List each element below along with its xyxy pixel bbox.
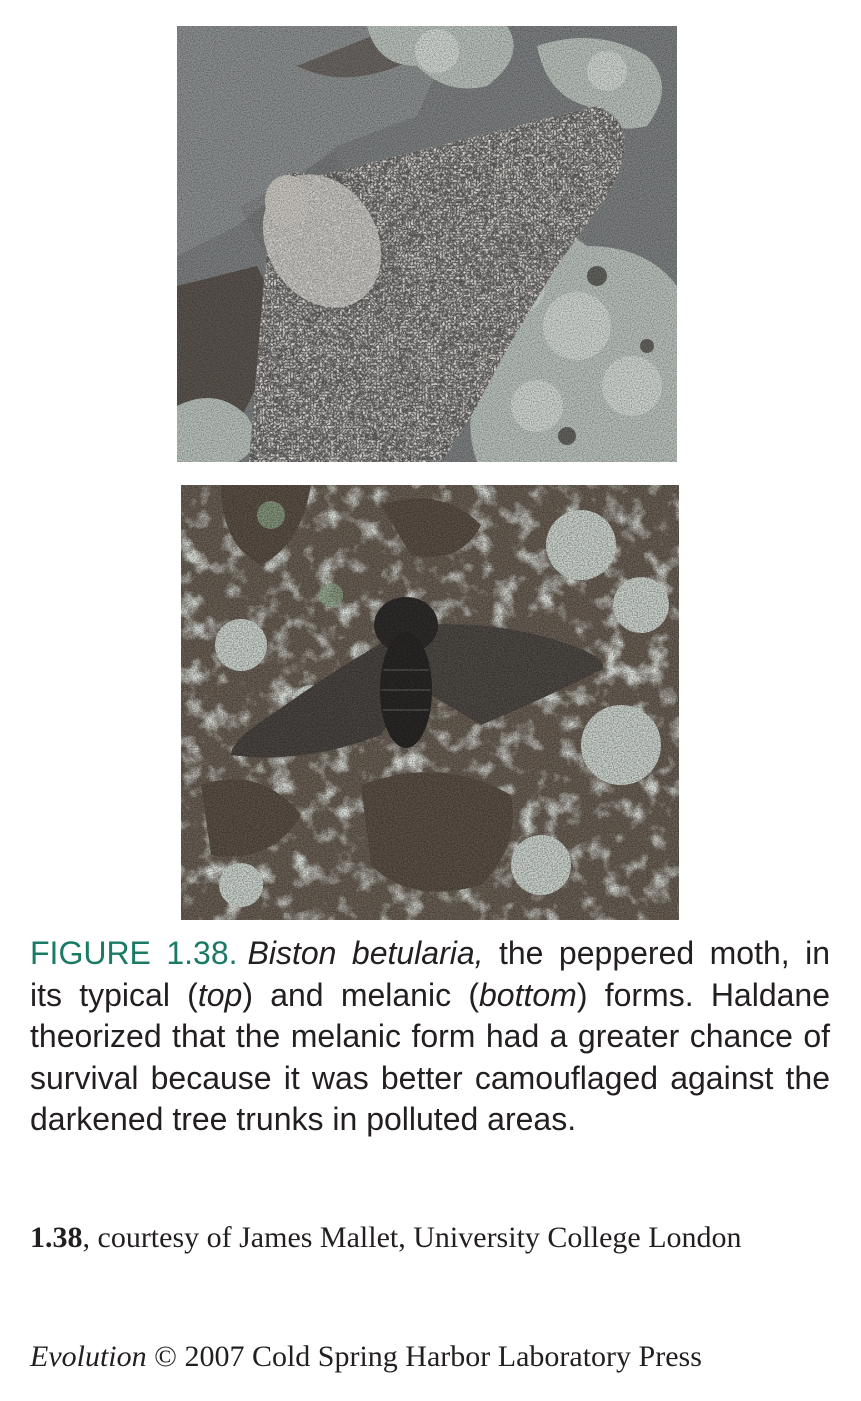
melanic-moth-image	[181, 485, 679, 920]
copyright-text: © 2007 Cold Spring Harbor Laboratory Press	[146, 1340, 702, 1373]
figure-caption	[30, 933, 830, 1141]
credit-text: , courtesy of James Mallet, University College London	[82, 1221, 742, 1254]
photo-melanic-moth	[181, 485, 679, 920]
caption-text-3: ) forms. Haldane theorized that the melanic form had a greater chance of survival because it was better camouflaged against the darkened tree trunks in polluted areas.	[30, 976, 831, 1137]
caption-text-1: the peppered moth, in its typical (	[30, 935, 831, 1013]
caption-text-2: ) and melanic (	[242, 976, 479, 1013]
photo-credit	[30, 1218, 850, 1258]
photo-typical-moth	[177, 26, 677, 462]
copyright-line	[30, 1337, 850, 1377]
figure-label: FIGURE 1.38.	[30, 935, 238, 971]
caption-bottom-word: bottom	[478, 976, 577, 1013]
copyright-book-title: Evolution	[30, 1340, 147, 1373]
typical-moth-image	[177, 26, 677, 462]
species-name: Biston betularia,	[247, 935, 484, 971]
caption-top-word: top	[197, 976, 243, 1013]
credit-figure-number: 1.38	[30, 1221, 83, 1254]
